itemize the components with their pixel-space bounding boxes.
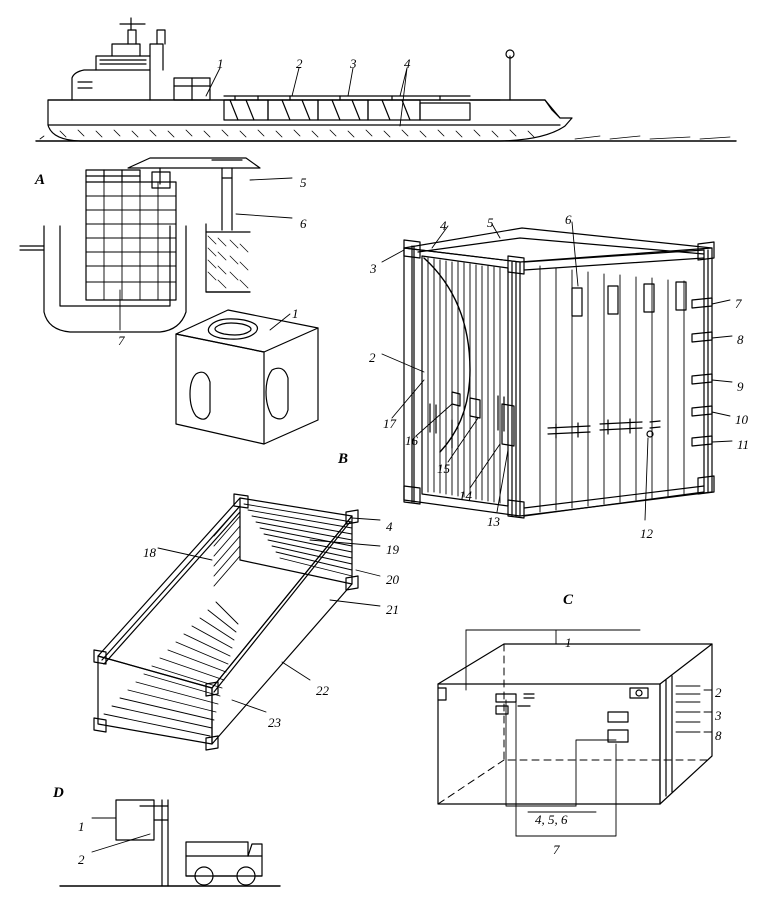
callout-b-3: 3 (370, 261, 377, 276)
callout-b-21: 21 (386, 602, 399, 617)
callout-b-11: 11 (737, 437, 750, 452)
callout-b-20: 20 (386, 572, 399, 587)
callout-d-2: 2 (78, 852, 85, 867)
callout-b-13: 13 (487, 514, 500, 529)
callout-a-1: 1 (217, 56, 224, 71)
callout-b-12: 12 (640, 526, 653, 541)
callout-b-17: 17 (383, 416, 396, 431)
callout-b-14: 14 (459, 488, 472, 503)
callout-b-10: 10 (735, 412, 748, 427)
panel-label-b: B (338, 451, 349, 467)
panel-b-open-container (94, 494, 380, 750)
callout-b-4: 4 (386, 519, 393, 534)
callout-b-5: 5 (487, 215, 494, 230)
callout-b-4: 4 (440, 218, 447, 233)
callout-b-22: 22 (316, 683, 329, 698)
panel-a-corner-casting (176, 310, 318, 444)
callout-c-8: 8 (715, 728, 722, 743)
panel-d-truck (60, 800, 280, 886)
callout-b-16: 16 (405, 433, 418, 448)
callout-a-2: 2 (296, 56, 303, 71)
panel-a-ship (36, 18, 736, 141)
panel-c-wireframe (438, 630, 712, 836)
panel-label-a: A (35, 172, 46, 188)
panel-label-c: C (563, 592, 574, 608)
callout-b-18: 18 (143, 545, 156, 560)
callout-b-23: 23 (268, 715, 281, 730)
callout-d-1: 1 (78, 819, 85, 834)
callout-a-7: 7 (118, 333, 125, 348)
callout-c-1: 1 (565, 635, 572, 650)
callout-b-15: 15 (437, 461, 450, 476)
callout-a-5: 5 (300, 175, 307, 190)
callout-c-3: 3 (715, 708, 722, 723)
callout-a-1: 1 (292, 306, 299, 321)
callout-b-6: 6 (565, 212, 572, 227)
callout-a-6: 6 (300, 216, 307, 231)
callout-b-8: 8 (737, 332, 744, 347)
callout-b-19: 19 (386, 542, 399, 557)
panel-b-container (382, 222, 732, 520)
panel-a-quay (20, 158, 292, 332)
callout-b-9: 9 (737, 379, 744, 394)
callout-c-7: 7 (553, 842, 560, 857)
callout-a-4: 4 (404, 56, 411, 71)
callout-c-4-5-6: 4, 5, 6 (535, 812, 568, 827)
callout-a-3: 3 (350, 56, 357, 71)
callout-b-2: 2 (369, 350, 376, 365)
panel-label-d: D (53, 785, 64, 801)
callout-c-2: 2 (715, 685, 722, 700)
callout-b-7: 7 (735, 296, 742, 311)
